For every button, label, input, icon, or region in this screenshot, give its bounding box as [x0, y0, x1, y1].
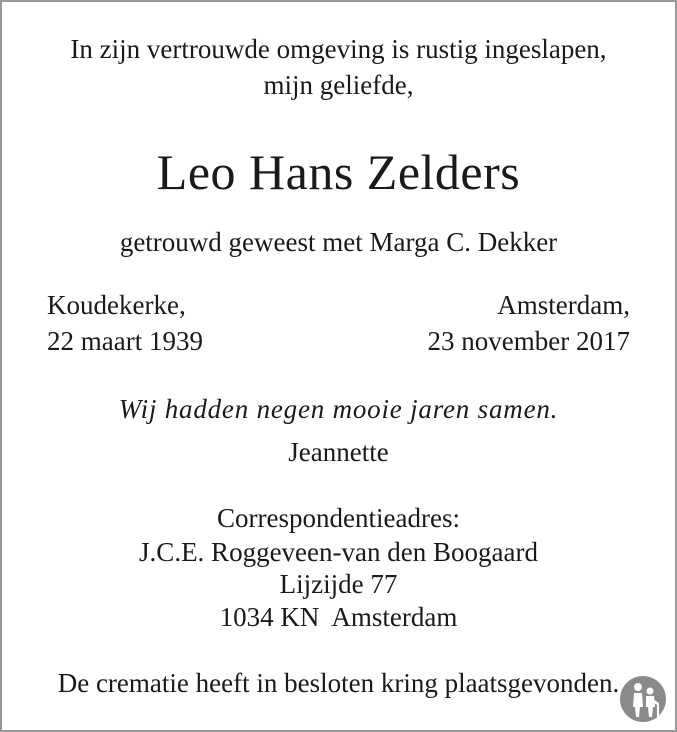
correspondence-city: 1034 KN Amsterdam: [219, 602, 458, 632]
intro-line-2: mijn geliefde,: [263, 70, 414, 100]
birth-date: 22 maart 1939: [47, 326, 203, 356]
correspondence-name: J.C.E. Roggeveen-van den Boogaard: [139, 537, 538, 567]
correspondence-title: Correspondentieadres:: [217, 503, 460, 533]
birth-place: Koudekerke,: [47, 290, 186, 320]
intro-line-1: In zijn vertrouwde omgeving is rustig ingeslapen,: [70, 34, 607, 64]
married-to-line: getrouwd geweest met Marga C. Dekker: [119, 227, 558, 257]
correspondence-street: Lijzijde 77: [279, 569, 398, 599]
memorial-figures-logo-icon: [619, 675, 667, 723]
death-place: Amsterdam,: [497, 290, 630, 320]
deceased-name: Leo Hans Zelders: [156, 144, 521, 200]
signed-by: Jeannette: [288, 437, 389, 467]
death-date: 23 november 2017: [427, 326, 630, 356]
memorial-quote: Wij hadden negen mooie jaren samen.: [118, 394, 559, 424]
cremation-note: De crematie heeft in besloten kring plaatsgevonden.: [57, 668, 620, 698]
